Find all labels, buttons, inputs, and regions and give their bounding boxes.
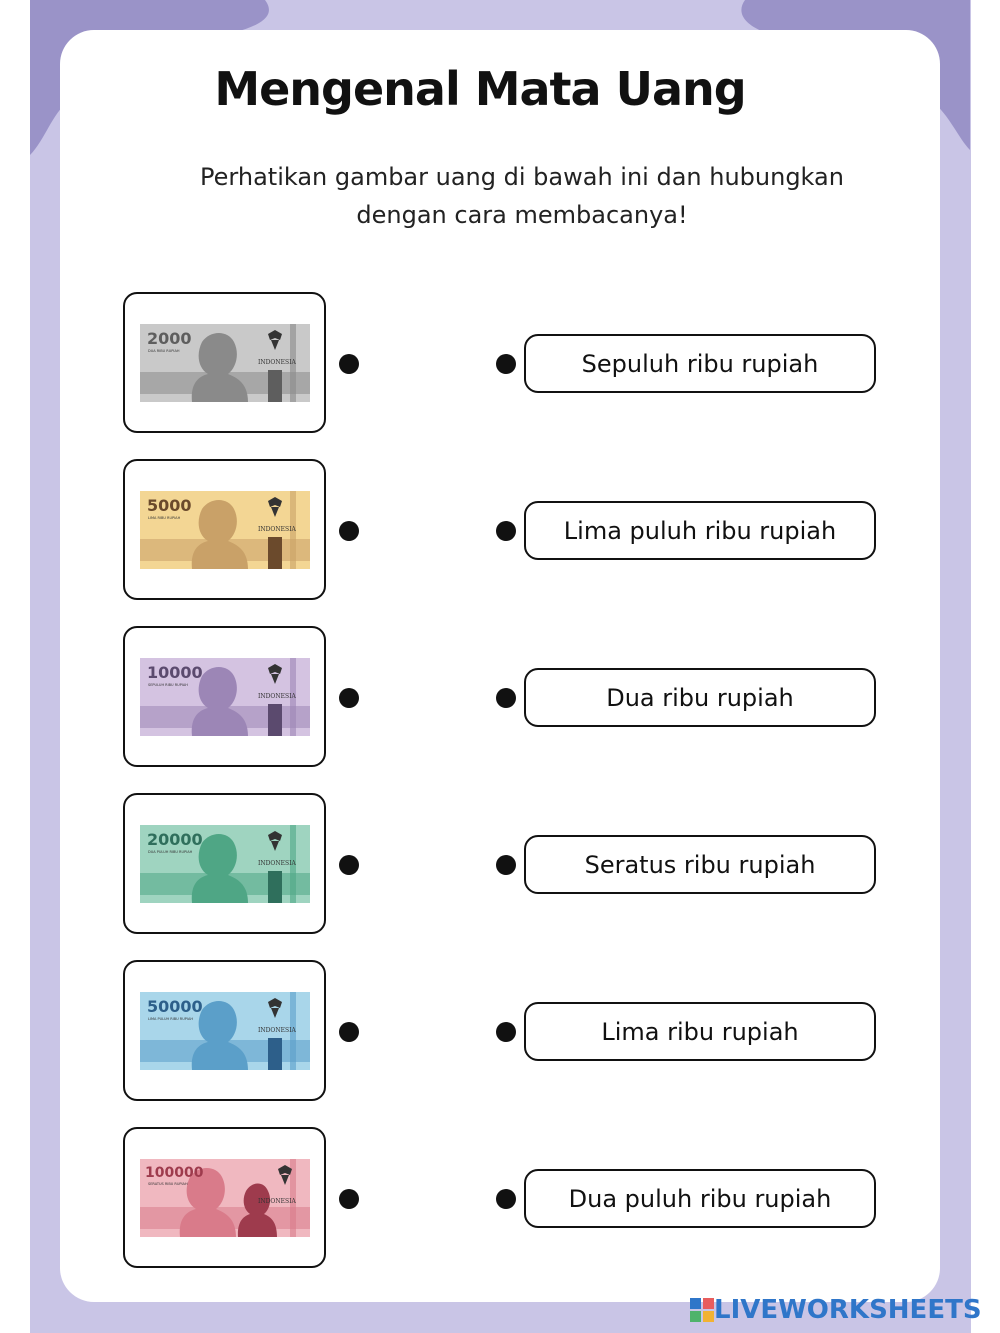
dark-block <box>268 1038 282 1070</box>
banknote-100000-image <box>140 1159 310 1237</box>
country: INDONESIA <box>258 526 296 533</box>
denomination: 5000 <box>147 496 192 515</box>
dark-block <box>268 537 282 569</box>
banknote-50000-image <box>140 992 310 1070</box>
denomination-words: LIMA PULUH RIBU RUPIAH <box>148 1017 193 1021</box>
dark-block <box>268 370 282 402</box>
country: INDONESIA <box>258 1198 296 1205</box>
answer-box-5[interactable]: Lima ribu rupiah <box>524 1002 876 1061</box>
answer-box-3[interactable]: Dua ribu rupiah <box>524 668 876 727</box>
left-dot-6[interactable] <box>339 1189 359 1209</box>
country: INDONESIA <box>258 860 296 867</box>
left-dot-3[interactable] <box>339 688 359 708</box>
liveworksheets-logo[interactable] <box>690 1294 982 1326</box>
dark-block <box>268 871 282 903</box>
answer-box-6[interactable]: Dua puluh ribu rupiah <box>524 1169 876 1228</box>
denomination-words: DUA PULUH RIBU RUPIAH <box>148 850 193 854</box>
banknote-box-5000[interactable] <box>123 459 326 600</box>
right-dot-4[interactable] <box>496 855 516 875</box>
right-dot-5[interactable] <box>496 1022 516 1042</box>
denomination-words: SEPULUH RIBU RUPIAH <box>148 683 188 687</box>
instruction-line-2: dengan cara membacanya! <box>356 201 688 229</box>
answer-box-2[interactable]: Lima puluh ribu rupiah <box>524 501 876 560</box>
instruction-line-1: Perhatikan gambar uang di bawah ini dan hubungkan <box>200 163 844 191</box>
banknote-box-50000[interactable] <box>123 960 326 1101</box>
liveworksheets-icon <box>690 1298 714 1322</box>
left-dot-2[interactable] <box>339 521 359 541</box>
denomination-words: DUA RIBU RUPIAH <box>148 349 180 353</box>
right-dot-3[interactable] <box>496 688 516 708</box>
country: INDONESIA <box>258 693 296 700</box>
right-dot-1[interactable] <box>496 354 516 374</box>
banknote-5000-image <box>140 491 310 569</box>
country: INDONESIA <box>258 359 296 366</box>
denomination: 20000 <box>147 830 203 849</box>
denomination: 50000 <box>147 997 203 1016</box>
banknote-box-100000[interactable] <box>123 1127 326 1268</box>
banknote-box-10000[interactable] <box>123 626 326 767</box>
denomination: 100000 <box>145 1165 204 1181</box>
banknote-box-2000[interactable] <box>123 292 326 433</box>
banknote-20000-image <box>140 825 310 903</box>
liveworksheets-wordmark: LIVEWORKSHEETS <box>714 1295 982 1325</box>
denomination: 10000 <box>147 663 203 682</box>
left-dot-1[interactable] <box>339 354 359 374</box>
right-dot-2[interactable] <box>496 521 516 541</box>
right-dot-6[interactable] <box>496 1189 516 1209</box>
dark-block <box>268 704 282 736</box>
instructions <box>170 158 874 234</box>
denomination-words: LIMA RIBU RUPIAH <box>148 516 181 520</box>
denomination-words: SERATUS RIBU RUPIAH <box>148 1182 188 1186</box>
country: INDONESIA <box>258 1027 296 1034</box>
banknote-2000-image <box>140 324 310 402</box>
answer-box-1[interactable]: Sepuluh ribu rupiah <box>524 334 876 393</box>
left-dot-5[interactable] <box>339 1022 359 1042</box>
page-title: Mengenal Mata Uang <box>214 62 746 116</box>
denomination: 2000 <box>147 329 192 348</box>
banknote-10000-image <box>140 658 310 736</box>
banknote-box-20000[interactable] <box>123 793 326 934</box>
answer-box-4[interactable]: Seratus ribu rupiah <box>524 835 876 894</box>
left-dot-4[interactable] <box>339 855 359 875</box>
